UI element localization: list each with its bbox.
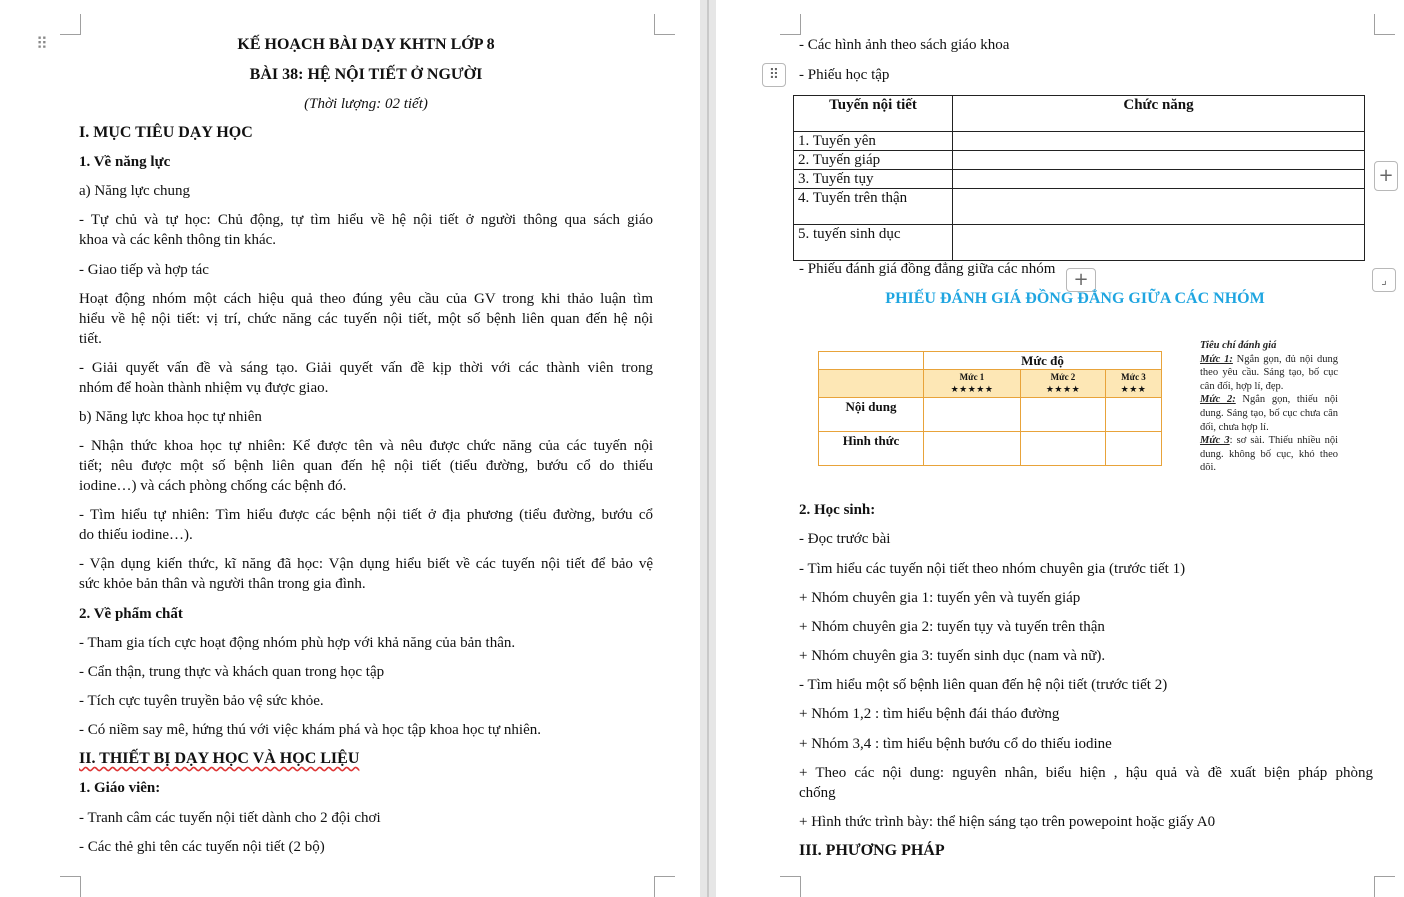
level-header[interactable] <box>1106 370 1162 398</box>
level-header[interactable] <box>924 370 1021 398</box>
paragraph: - Tìm hiểu tự nhiên: Tìm hiểu được các bệnh nội tiết ở địa phương (tiểu đường, bướu cổ <box>79 507 653 523</box>
page-corner-mark <box>60 14 81 35</box>
criteria-level-3 <box>1200 434 1338 475</box>
paragraph: - Phiếu đánh giá đồng đẳng giữa các nhóm <box>799 261 1056 277</box>
table-cell[interactable]: 5. tuyến sinh dục <box>794 225 953 261</box>
paragraph: - Tìm hiểu một số bệnh liên quan đến hệ nội tiết (trước tiết 2) <box>799 677 1168 693</box>
paragraph: a) Năng lực chung <box>79 183 191 199</box>
criteria-level-2 <box>1200 393 1338 434</box>
page-corner-mark <box>1374 14 1395 35</box>
table-cell[interactable] <box>924 398 1021 432</box>
criteria-level-text: : sơ sài. Thiếu nhiều nội dung. không bố cục, khó theo dõi. <box>1200 435 1338 474</box>
criteria-level-label: Mức 1: <box>1200 353 1233 365</box>
table-cell[interactable]: 1. Tuyến yên <box>794 132 953 151</box>
table-cell[interactable] <box>1106 432 1162 466</box>
star-rating: ★★★★★ <box>950 384 994 395</box>
table-move-handle-icon[interactable]: ⠿ <box>762 63 786 87</box>
paragraph: - Tích cực tuyên truyền bảo vệ sức khỏe. <box>79 693 324 709</box>
star-rating: ★★★ <box>1120 384 1147 395</box>
paragraph: chống <box>799 785 836 801</box>
page-corner-mark <box>780 14 801 35</box>
table-cell[interactable] <box>953 151 1365 170</box>
paragraph: - Vận dụng kiến thức, kĩ năng đã học: Vận dụng hiểu biết về các tuyến nội tiết để bảo vệ <box>79 556 653 572</box>
table-cell[interactable]: 4. Tuyến trên thận <box>794 189 953 225</box>
table-cell[interactable] <box>924 432 1021 466</box>
paragraph: + Nhóm chuyên gia 2: tuyến tụy và tuyến trên thận <box>799 619 1105 635</box>
paragraph: - Tranh câm các tuyến nội tiết dành cho 2 đội chơi <box>79 810 381 826</box>
add-column-icon[interactable]: + <box>1374 161 1398 191</box>
lesson-duration: (Thời lượng: 02 tiết) <box>304 96 428 112</box>
evaluation-sheet-title: PHIẾU ĐÁNH GIÁ ĐỒNG ĐẲNG GIỮA CÁC NHÓM <box>885 290 1265 307</box>
table-cell[interactable] <box>1021 398 1106 432</box>
evaluation-criteria <box>1200 339 1338 475</box>
section-heading: I. MỤC TIÊU DẠY HỌC <box>79 124 253 141</box>
paragraph: - Tự chủ và tự học: Chủ động, tự tìm hiểu về hệ nội tiết ở người thông qua sách giáo <box>79 212 653 228</box>
paragraph: + Theo các nội dung: nguyên nhân, biểu hiện , hậu quả và đề xuất biện pháp phòng <box>799 765 1373 781</box>
paragraph: - Tham gia tích cực hoạt động nhóm phù hợp với khả năng của bản thân. <box>79 635 516 651</box>
table-cell[interactable]: 3. Tuyến tụy <box>794 170 953 189</box>
page-corner-mark <box>780 876 801 897</box>
paragraph: Hoạt động nhóm một cách hiệu quả theo đúng yêu cầu của GV trong khi thảo luận tìm <box>79 291 653 307</box>
section-heading-text: II. THIẾT BỊ DẠY HỌC VÀ HỌC LIỆU <box>79 750 360 767</box>
paragraph: - Đọc trước bài <box>799 531 891 547</box>
level-label: Mức 3 <box>1121 371 1146 382</box>
evaluation-table[interactable] <box>818 351 1162 466</box>
section-heading: III. PHƯƠNG PHÁP <box>799 842 945 859</box>
table-cell[interactable] <box>953 189 1365 225</box>
level-header[interactable] <box>1021 370 1106 398</box>
document-title: KẾ HOẠCH BÀI DẠY KHTN LỚP 8 <box>237 36 495 53</box>
paragraph: b) Năng lực khoa học tự nhiên <box>79 409 262 425</box>
paragraph: khoa và các kênh thông tin khác. <box>79 232 277 248</box>
page-divider <box>707 0 709 897</box>
criteria-level-text: Ngắn gọn, thiếu nội dung. Sáng tạo, bố cục chưa cân đối, chưa hợp lí. <box>1200 394 1338 433</box>
criteria-level-label: Mức 3 <box>1200 435 1230 447</box>
paragraph: tiết; nêu được một số bệnh liên quan đến hệ nội tiết (tiểu đường, bướu cổ do thiếu <box>79 458 653 474</box>
lesson-title: BÀI 38: HỆ NỘI TIẾT Ở NGƯỜI <box>249 66 483 83</box>
table-header[interactable]: Chức năng <box>953 96 1365 132</box>
criteria-title: Tiêu chí đánh giá <box>1200 340 1277 351</box>
drag-handle-icon[interactable]: ⠿ <box>36 34 48 53</box>
add-row-icon[interactable]: + <box>1066 268 1096 292</box>
page-corner-mark <box>60 876 81 897</box>
page-corner-mark <box>654 876 675 897</box>
row-label[interactable]: Hình thức <box>819 432 924 466</box>
row-label[interactable]: Nội dung <box>819 398 924 432</box>
table-group-header[interactable]: Mức độ <box>924 352 1162 370</box>
criteria-level-1 <box>1200 353 1338 394</box>
level-label: Mức 1 <box>959 371 985 382</box>
paragraph: - Giải quyết vấn đề và sáng tạo. Giải quyết vấn đề kịp thời với các thành viên trong <box>79 360 653 376</box>
subsection-heading: 2. Về phẩm chất <box>79 606 183 622</box>
paragraph: - Giao tiếp và hợp tác <box>79 262 209 278</box>
paragraph: - Các thẻ ghi tên các tuyến nội tiết (2 bộ) <box>79 839 325 855</box>
table-cell[interactable] <box>819 352 924 370</box>
paragraph: - Tìm hiểu các tuyến nội tiết theo nhóm chuyên gia (trước tiết 1) <box>799 561 1186 577</box>
paragraph: + Nhóm 3,4 : tìm hiểu bệnh bướu cổ do thiếu iodine <box>799 736 1112 752</box>
table-cell[interactable] <box>1106 398 1162 432</box>
page-corner-mark <box>1374 876 1395 897</box>
paragraph: - Nhận thức khoa học tự nhiên: Kể được tên và nêu được chức năng của các tuyến nội <box>79 438 653 454</box>
section-heading <box>79 749 359 769</box>
paragraph: - Cẩn thận, trung thực và khách quan trong học tập <box>79 664 385 680</box>
paragraph: - Các hình ảnh theo sách giáo khoa <box>799 37 1010 53</box>
table-cell[interactable] <box>953 132 1365 151</box>
paragraph: do thiếu iodine…). <box>79 527 193 543</box>
subsection-heading: 1. Giáo viên: <box>79 780 161 796</box>
paragraph: nhóm để hoàn thành nhiệm vụ được giao. <box>79 380 329 396</box>
table-cell[interactable] <box>1021 432 1106 466</box>
paragraph: iodine…) và cách phòng chống các bệnh đó. <box>79 478 347 494</box>
subsection-heading: 2. Học sinh: <box>799 502 876 518</box>
worksheet-table[interactable] <box>793 95 1365 261</box>
subsection-heading: 1. Về năng lực <box>79 154 171 170</box>
table-cell[interactable] <box>953 170 1365 189</box>
table-header[interactable]: Tuyến nội tiết <box>794 96 953 132</box>
page-corner-mark <box>654 14 675 35</box>
criteria-level-text: Ngắn gọn, đủ nội dung theo yêu cầu. Sáng tạo, bố cục cân đối, hợp lí, đẹp. <box>1200 353 1338 392</box>
paragraph: hiểu về hệ nội tiết: vị trí, chức năng các tuyến nội tiết, một số bệnh liên quan đến hệ nội <box>79 311 653 327</box>
paragraph: + Nhóm chuyên gia 3: tuyến sinh dục (nam và nữ). <box>799 648 1106 664</box>
paragraph: sức khỏe bản thân và người thân trong gia đình. <box>79 576 366 592</box>
paragraph: + Hình thức trình bày: thể hiện sáng tạo trên powepoint hoặc giấy A0 <box>799 814 1216 830</box>
paragraph: tiết. <box>79 331 102 347</box>
criteria-level-label: Mức 2: <box>1200 394 1236 406</box>
table-cell[interactable] <box>819 370 924 398</box>
table-cell[interactable] <box>953 225 1365 261</box>
paragraph: + Nhóm chuyên gia 1: tuyến yên và tuyến giáp <box>799 590 1081 606</box>
paragraph: - Phiếu học tập <box>799 67 890 83</box>
level-label: Mức 2 <box>1050 371 1076 382</box>
table-resize-icon[interactable]: ⌟ <box>1372 268 1396 292</box>
paragraph: + Nhóm 1,2 : tìm hiểu bệnh đái tháo đường <box>799 706 1060 722</box>
star-rating: ★★★★ <box>1045 384 1081 395</box>
paragraph: - Có niềm say mê, hứng thú với việc khám phá và học tập khoa học tự nhiên. <box>79 722 542 738</box>
table-cell[interactable]: 2. Tuyến giáp <box>794 151 953 170</box>
